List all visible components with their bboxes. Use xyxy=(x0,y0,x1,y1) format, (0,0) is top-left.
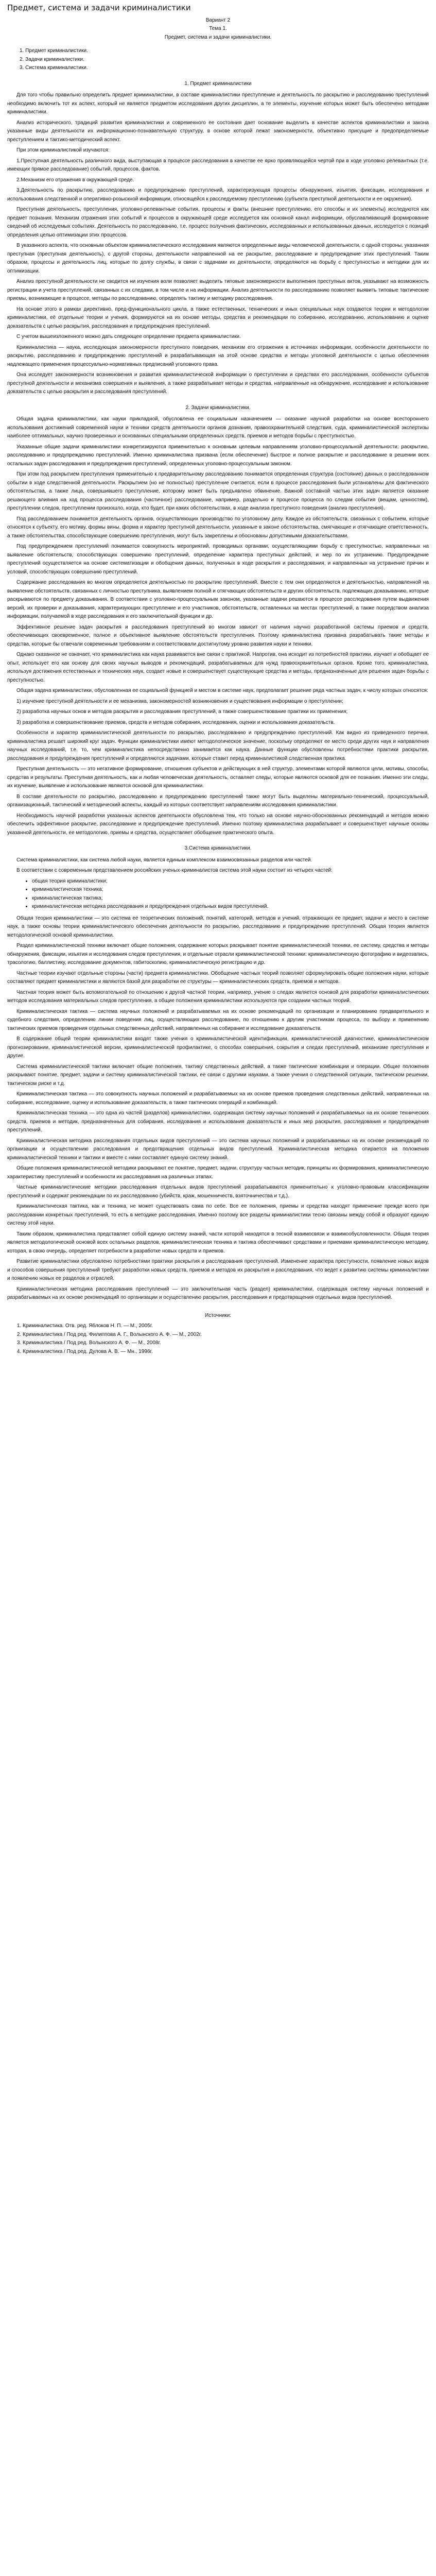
paragraph: Общие положения криминалистической методики раскрывают ее понятие, предмет, задачи, структуру частных методик, принципы их формирования, криминалистическую характеристику преступлений и особенности их расследования на различных этапах. xyxy=(7,1165,429,1180)
bullet-list xyxy=(7,877,429,911)
paragraph: С учетом вышеизложенного можно дать следующее определение предмета криминалистики. xyxy=(16,334,241,340)
toc-item: 2. Задачи криминалистики. xyxy=(20,56,84,62)
paragraph: При этом криминалистикой изучаются: xyxy=(16,147,110,153)
paragraph: Частная теория может быть вспомогательной по отношению к другой частной теории, например, учение о следах является основой для разработки криминалистических методов исследования материальных следов преступления, а общие положения криминалистики используются при создании частных теорий. xyxy=(7,989,429,1004)
paragraph: Анализ исторического, традиций развития криминалистики и современного ее состояния дает основание выделить в качестве аспектов криминалистики и закона указанные виды деятельности их информационно-познавательную структуру, в основе которой лежат закономерности, объективно присущие и предопределяемые преступлением и тактико-методический аспект. xyxy=(7,120,429,143)
toc-item: 3. Система криминалистики. xyxy=(20,65,88,71)
document-meta xyxy=(7,16,429,42)
paragraph: Общая задача криминалистики, как науки прикладной, обусловлена ее социальным назначением — оказание научной разработки на основе всестороннего использования достижений современной науки и техники средств деятельности органов дознания, правоохранительной следствия, суда, криминалистической экспертизы наиболее оптимальных, научно проверенных и основанных специальными определенных средств, приемов и методов борьбы с преступностью. xyxy=(7,416,429,439)
reference-item: 1. Криминалистика. Отв. ред. Яблоков Н. П. — М., 2005г. xyxy=(23,1322,429,1331)
paragraph: Преступная деятельность, преступления, уголовно-релевантные события, процессы и факты (внешние преступлению, его способы и их элементы) исследуются как предмет познания. Механизм отражения этих событий и процессов в окружающей среде исследуется как основной канал информации, обуславливающий формирование сведений об исследуемых событиях. Деятельность по расследованию, т.е. процесс получения фактических, исследованных и использованных данных, исследуется с позиций определения целью оптимизации этих процессов. xyxy=(7,207,429,238)
toc-item: 1. Предмет криминалистики. xyxy=(20,48,88,54)
paragraph: 3.Деятельность по раскрытию, расследованию и предупреждению преступлений, характеризующая процессы обнаружения, изъятия, фиксации, исследования и использования следственной и оперативно-розыскной информации, относящейся к расследуемому преступлению (субъекта преступной деятельности и ее окружения). xyxy=(7,188,429,202)
paragraph: Она исследует закономерности возникновения и развития криминалистической информации о преступлении и средствах его расследования, особенности субъектов преступной деятельности и механизма совершения и выявления, а также разрабатывает методы и средства, направленные на обнаружение, исследование и использование доказательств с целью раскрытия и расследования преступлений. xyxy=(7,372,429,395)
paragraph: В соответствии с современным представлением российских ученых-криминалистов система этой науки состоит из четырех частей: xyxy=(16,868,333,873)
paragraph: Преступная деятельность — это негативное формирование, отношения субъектов и действующих в ней структур, элементами которой являются цели, мотивы, способы, средства и результаты. Преступная деятельность, как и любая человеческая деятельность, оставляет следы, которые являются основой для ее познания. Именно эти следы, их изучение, выявление и использование являются основой для криминалистики. xyxy=(7,766,429,789)
references-heading: Источники: xyxy=(204,1312,232,1318)
paragraph: В содержание общей теории криминалистики входят также учения о криминалистической идентификации, криминалистической диагностике, криминалистическом прогнозировании, криминалистической версии, криминалистической профилактике, о способах совершения, сокрытия и следах преступлений, механизме преступления и другие. xyxy=(7,1036,429,1059)
references-list xyxy=(7,1322,429,1356)
paragraph: Криминалистическая методика расследования преступлений — это заключительная часть (раздел) криминалистики, содержащая систему научных положений и разрабатываемых на их основе рекомендаций по организации и осуществлению раскрытия, расследования и предотвращения отдельных видов преступлений. xyxy=(7,1286,429,1300)
section-heading: 3.Система криминалистики. xyxy=(184,845,252,851)
bullet-item: • криминалистическая техника; xyxy=(32,886,429,894)
paragraph: Система криминалистики, как система любой науки, является единым комплексом взаимосвязанных разделов или частей. xyxy=(16,857,312,863)
paragraph: Общая задача криминалистики, обусловленная ее социальной функцией и местом в системе наук, предполагает решение ряда частных задач, к числу которых относятся: xyxy=(16,688,428,693)
document-title: Предмет, система и задачи криминалистики xyxy=(7,3,191,12)
reference-item: 2. Криминалистика / Под ред. Филиппова А. Г., Волынского А. Ф. — М., 2002г. xyxy=(23,1331,429,1340)
paragraph: Общая теория криминалистики — это система ее теоретических положений, понятий, категорий, методов и учений, отражающих ее предмет, задачи и место в системе наук, а также основы теории криминалистического обеспечения деятельности по раскрытию, расследованию и предупреждению преступлений. Общая теория является методологической основой криминалистики. xyxy=(7,915,429,938)
paragraph: Однако сказанное не означает, что криминалистика как наука развивается вне связи с практикой. Напротив, она исходит из потребностей практики, изучает и обобщает ее опыт, использует его как основу для своих научных выводов и рекомендаций, разрабатываемых для нужд правоохранительных органов. Кроме того, криминалистика, используя достижения естественных и технических наук, создает новые и совершенствует существующие средства и методы, предназначенные для решения задач борьбы с преступностью. xyxy=(7,652,429,683)
paragraph: Для того чтобы правильно определить предмет криминалистики, в составе криминалистики преступление и деятельность по раскрытию и расследованию преступлений необходимо включить тот их аспект, который не является предметом исследования других дисциплин, а те элементы, изучение которых может быть обеспечено методами криминалистики. xyxy=(7,92,429,115)
paragraph: Криминалистическая тактика, как и техника, не может существовать сама по себе. Все ее положения, приемы и средства находят применение прежде всего при расследовании конкретных преступлений, то есть в методике расследования. Именно поэтому все разделы криминалистики тесно связаны между собой и образуют единую систему этой науки. xyxy=(7,1204,429,1226)
bullet-item: • криминалистическая тактика; xyxy=(32,894,429,903)
bullet-item: • общая теория криминалистики; xyxy=(32,877,429,886)
paragraph: 1.Преступная деятельность различного вида, выступающая в процессе расследования в качестве ее ярко проявляющейся чертой при в ходе уголовно релевантных (т.е. имеющих прямое расследование) событий, процессов, фактов. xyxy=(7,158,429,172)
paragraph: 3) разработка и совершенствование приемов, средств и методов собирания, исследования, оценки и использования доказательств. xyxy=(16,719,335,725)
paragraph: Криминалистика — наука, исследующая закономерности преступного поведения, механизм его отражения в источниках информации, особенности деятельности по раскрытию, расследованию и предупреждению преступлений и разрабатывающая на этой основе средства и методы уголовной деятельности с целью обеспечения надлежащего применения процессуально-нормативных предписаний уголовного права. xyxy=(7,344,429,367)
variant-label: Вариант 2 xyxy=(205,17,231,23)
paragraph: 2.Механизм его отражения в окружающей среде. xyxy=(16,177,134,183)
paragraph: Под предупреждением преступлений понимается совокупность мероприятий, проводимых органами, осуществляющими борьбу с преступностью, направленных на выявление обстоятельств, способствующих совершению преступлений, определение характера преступных действий, и мер по их устранению. Предупреждение преступлений осуществляется на основе систематизации и обобщения данных, полученных в ходе раскрытия и расследования, и направленных на устранение причин и условий, способствующих совершению преступлений. xyxy=(7,544,429,575)
paragraph: Система криминалистической тактики включает общие положения, тактику следственных действий, а также тактические комбинации и операции. Общие положения раскрывают понятие, предмет, задачи и систему криминалистической тактики, ее связи с другими науками, а также учения о следственной ситуации, тактическом решении, тактическом риске и т.д. xyxy=(7,1063,429,1087)
paragraph: Под расследованием понимается деятельность органов, осуществляющих производство по уголовному делу. Каждое из обстоятельств, связанных с событием, которые относятся к субъекту, его мотиву, формы вины, форма и характер преступной деятельности, указанные в законе обстоятельства, смягчающие и отягчающие ответственность, а также обстоятельства, способствующие совершению преступления, могут быть закреплены и обоснованы допустимыми доказательствами. xyxy=(7,516,429,539)
paragraph: 1) изучение преступной деятельности и ее механизма, закономерностей возникновения и существования информации о преступлении; xyxy=(16,698,343,704)
paragraph: Анализ преступной деятельности не сводится ни изучения воли позволяет выделить типовые закономерности выполнения преступных актов, указывают на возможность регистрации и учета преступлений, связанных с их следами, в том числе и на информации. Анализ деятельности по расследованию позволяет выявить типовые тактические приемы, возникающие в процессе, методы по расследованию, определять тактику и методику расследования. xyxy=(7,279,429,301)
paragraph: Содержание расследования во многом определяется деятельностью по раскрытию преступлений. Вместе с тем они определяются и деятельностью, направленной на выявление обстоятельств, связанных с личностью преступника, выявлением полной и отягчающих обстоятельств и других обстоятельств, подлежащих доказыванию, которые раскрываются по предмету доказывания. В соответствии с уголовно-процессуальным законом, указанные задачи решаются в процессе расследования путем выдвижения версий, их проверки и доказывания, характеризующих преступление и его участников, обстоятельств, оставленных на местах преступлений, а также посредством анализа информации, получаемой в ходе расследования и его заключительной функции и др. xyxy=(7,580,429,619)
section-3 xyxy=(7,844,429,1302)
paragraph: Криминалистическая методика расследования отдельных видов преступлений — это система научных положений и разрабатываемых на их основе рекомендаций по организации и осуществлению расследования и предотвращения отдельных видов преступлений. Криминалистическая методика опирается на положения криминалистической техники и тактики и вместе с ними составляет единую систему знаний. xyxy=(7,1138,429,1161)
section-2 xyxy=(7,404,429,838)
paragraph: Частные теории изучают отдельные стороны (части) предмета криминалистики. Обобщение частных теорий позволяет сформулировать общие положения науки, которые составляют предмет криминалистики и являются базой для разработки ее структуры — криминалистических средств, приемов и методов. xyxy=(7,970,429,985)
paragraph: Развитие криминалистики обусловлено потребностями практики раскрытия и расследования преступлений. Изменение характера преступности, появление новых видов и способов совершения преступлений требуют разработки новых средств, приемов и методов их раскрытия и расследования, что ведет к развитию системы криминалистики и появлению новых ее разделов и отраслей. xyxy=(7,1259,429,1281)
reference-item: 3. Криминалистика / Под ред. Волынского А. Ф. — М., 2008г. xyxy=(23,1339,429,1348)
section-heading: 2. Задачи криминалистики. xyxy=(185,404,251,411)
paragraph: Частные криминалистические методики расследования отдельных видов преступлений разрабатываются применительно к уголовно-правовым классификациям преступлений и содержат рекомендации по их расследованию (убийств, краж, мошенничеств, взяточничества и т.д.). xyxy=(7,1184,429,1199)
paragraph: При этом под раскрытием преступления применительно к предварительному расследованию понимается определенная структура (состояние) данных о расследованном событии в ходе следственной деятельности. Раскрытием (но не полностью) преступление считается, если в процессе расследования были установлены для фактического обстоятельства, а также лица, совершившего преступление, которому может быть предъявлено обвинение. Важной составной частью этих задач является оказание решающего влияния на ход процесса расследования (частичное) расследование, например, раздельно и процессе процесса по следам события (вещам, ценностям), преступлении следов, преступлении произошло, когда, кто будет, при каких обстоятельствах, в ходе анализа преступного поведения (анализ преступления). xyxy=(7,471,429,511)
bullet-item: • криминалистическая методика расследования и предупреждения отдельных видов преступлений. xyxy=(32,903,429,911)
document-subtitle: Предмет, система и задачи криминалистики. xyxy=(164,34,272,40)
reference-item: 4. Криминалистика / Под ред. Дулова А. В. — Мн., 1996г. xyxy=(23,1348,429,1357)
section-1 xyxy=(7,80,429,397)
paragraph: Криминалистическая тактика — это совокупность научных положений и разрабатываемых на их основе приемов проведения следственных действий, направленных на собирание, исследование, оценку и использование доказательств, а также тактических операций и комбинаций. xyxy=(7,1091,429,1106)
document-body xyxy=(7,80,429,1302)
paragraph: Криминалистическая техника — это одна из частей (разделов) криминалистики, содержащая систему научных положений и разрабатываемых на их основе технических средств, приемов и методик, предназначенных для собирания, исследования и использования доказательств и иных мер раскрытия, расследования и предупреждения преступлений. xyxy=(7,1110,429,1133)
paragraph: Необходимость научной разработки указанных аспектов деятельности обусловлена тем, что только на основе научно-обоснованных рекомендаций и методов можно обеспечить эффективное раскрытие, расследование и предупреждение преступлений. Именно поэтому криминалистика разрабатывает и совершенствует научные основы указанной деятельности, ее методологию, приемы и средства, осуществляет обобщение практического опыта. xyxy=(7,812,429,836)
paragraph: Криминалистическая тактика — система научных положений и разрабатываемых на их основе рекомендаций по организации и планированию предварительного и судебного следствия, определению линии поведения лиц, осуществляющих расследование, по отношению к другим участникам процесса, по выбору и применению тактических приемов проведения отдельных следственных действий, направленных на собирание и исследование доказательств. xyxy=(7,1008,429,1031)
topic-label: Тема 1. xyxy=(209,26,227,31)
paragraph: Особенности и характер криминалистической деятельности по раскрытию, расследованию и предупреждению преступлений. Как видно из приведенного перечня, криминалистика решает широкий круг задач. Функции криминалистики имеют методологическое значение, поскольку определяют ее место среди других наук и направления научных исследований, т.е. то, чем криминалистика непосредственно занимается как наука. Данные функции обусловлены потребностями практики раскрытия, расследования и предупреждения преступлений и определяются задачами, которые ставит перед криминалистикой следственная практика. xyxy=(7,730,429,761)
paragraph: Указанные общие задачи криминалистики конкретизируются применительно к основным целевым направлениям уголовно-процессуальной деятельности: раскрытию, расследованию и предупреждению преступлений. Именно криминалистика призвана (если обеспечение) быстрое и полное раскрытие и расследование в решении всех остальных задач расследования и предупреждения преступлений, определенных уголовно-процессуальным законом. xyxy=(7,444,429,467)
paragraph: Эффективное решение задач раскрытия и расследования преступлений во многом зависит от наличия научно разработанной системы приемов и средств, обеспечивающих своевременное, полное и объективное выявление обстоятельств преступления. Поэтому криминалистика призвана разрабатывать такие методы и средства, которые бы отвечали современным требованиям и соответствовали достигнутому уровню развития науки и техники. xyxy=(7,624,429,647)
paragraph: Раздел криминалистической техники включает общие положения, содержание которых раскрывает понятие криминалистической техники, ее систему, средства и методы обнаружения, фиксации, изъятия и исследования следов преступления, и отдельные отрасли криминалистической техники: криминалистическую фотографию и видеозапись, трасологию, баллистику, исследование документов, габитоскопию, криминалистическую регистрацию и др. xyxy=(7,943,429,965)
paragraph: В составе деятельности по раскрытию, расследованию и предупреждению преступлений также могут быть выделены материально-технический, процессуальный, организационный, тактический и методический аспекты, каждый из которых соответствует направлениям исследования криминалистики. xyxy=(7,793,429,808)
paragraph: 2) разработка научных основ и методов раскрытия и расследования преступлений, а также совершенствование практики их применения; xyxy=(16,709,348,715)
paragraph: Таким образом, криминалистика представляет собой единую систему знаний, части которой находятся в тесной взаимосвязи и взаимообусловленности. Общая теория является методологической основой всех остальных разделов, криминалистическая техника и тактика обеспечивают средствами и приемами криминалистическую методику, которая, в свою очередь, определяет потребности в разработке новых средств и приемов. xyxy=(7,1231,429,1254)
paragraph: В указанного аспекта, что основным объектом криминалистического исследования являются определенные виды человеческой деятельности, с одной стороны, указанная преступная (преступная деятельность), с другой стороны, деятельности направленной на ее раскрытие, расследование и предупреждение этих преступлений. Таким образом, процессы и деятельность лиц, которые по долгу службы, в связи с задачами их деятельности, определяются на борьбу с преступностью и методики для их оптимизации. xyxy=(7,243,429,274)
section-heading: 1. Предмет криминалистики xyxy=(184,80,252,87)
paragraph: На основе этого в рамках директивно, пред-функционального цикла, а также естественных, технических и иных специальных наук создаются теории и методологии криминалистики, её отдельные теории и учения, формируются на их основе методы, средства и рекомендации по собиранию, исследованию, использованию и оценке доказательств с целью раскрытия, расследования и предупреждения преступлений. xyxy=(7,306,429,329)
table-of-contents xyxy=(20,47,429,73)
